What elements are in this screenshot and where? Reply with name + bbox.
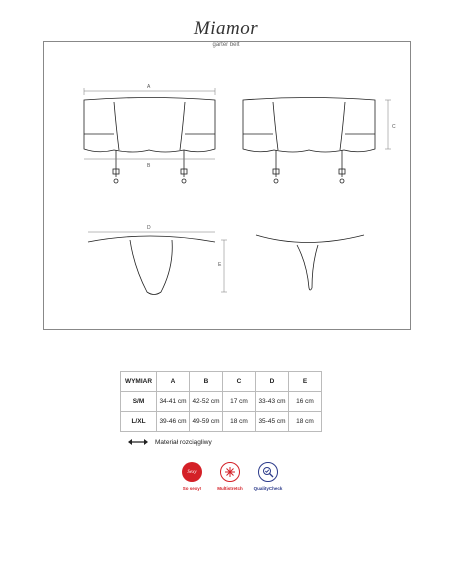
lips-icon xyxy=(182,462,202,482)
header-cell: WYMIAR xyxy=(121,372,157,392)
product-subtitle: garter belt xyxy=(212,42,240,48)
header-cell: C xyxy=(223,372,256,392)
multistretch-icon xyxy=(220,462,240,482)
size-table xyxy=(120,371,322,432)
size-table-header xyxy=(121,372,322,392)
belt-back-drawing xyxy=(243,98,391,184)
header-cell: A xyxy=(157,372,190,392)
header-cell: D xyxy=(256,372,289,392)
badge-label: QualityCheck xyxy=(253,486,283,491)
table-row xyxy=(121,392,322,412)
double-arrow-icon xyxy=(127,438,149,446)
header-cell: B xyxy=(190,372,223,392)
table-cell: 49-59 cm xyxy=(190,412,223,432)
dim-label-b: B xyxy=(147,163,151,169)
thong-front-drawing xyxy=(88,232,227,295)
badge-label: Multistretch xyxy=(217,486,243,491)
table-cell: 34-41 cm xyxy=(157,392,190,412)
stretch-note-label: Materiał rozciągliwy xyxy=(155,438,212,446)
table-cell: 16 cm xyxy=(289,392,322,412)
size-label: L/XL xyxy=(121,412,157,432)
badge-quality-check xyxy=(243,462,293,491)
size-label: S/M xyxy=(121,392,157,412)
dim-label-c: C xyxy=(392,124,396,130)
sexy-icon-text: Sexy xyxy=(187,469,197,475)
table-cell: 17 cm xyxy=(223,392,256,412)
product-diagram xyxy=(44,42,412,331)
magnifier-check-icon xyxy=(258,462,278,482)
dim-label-a: A xyxy=(147,84,151,90)
thong-back-drawing xyxy=(256,235,364,290)
table-cell: 33-43 cm xyxy=(256,392,289,412)
header-cell: E xyxy=(289,372,322,392)
product-diagram-frame xyxy=(43,41,411,330)
stretch-note xyxy=(127,435,212,449)
dim-label-e: E xyxy=(218,262,222,268)
table-cell: 35-45 cm xyxy=(256,412,289,432)
badge-row xyxy=(0,462,452,502)
brand-logo: Miamor xyxy=(193,18,259,39)
table-row xyxy=(121,412,322,432)
table-cell: 39-46 cm xyxy=(157,412,190,432)
badge-label: So sexy! xyxy=(182,486,202,491)
table-cell: 42-52 cm xyxy=(190,392,223,412)
table-cell: 18 cm xyxy=(289,412,322,432)
table-cell: 18 cm xyxy=(223,412,256,432)
dim-label-d: D xyxy=(147,225,151,231)
